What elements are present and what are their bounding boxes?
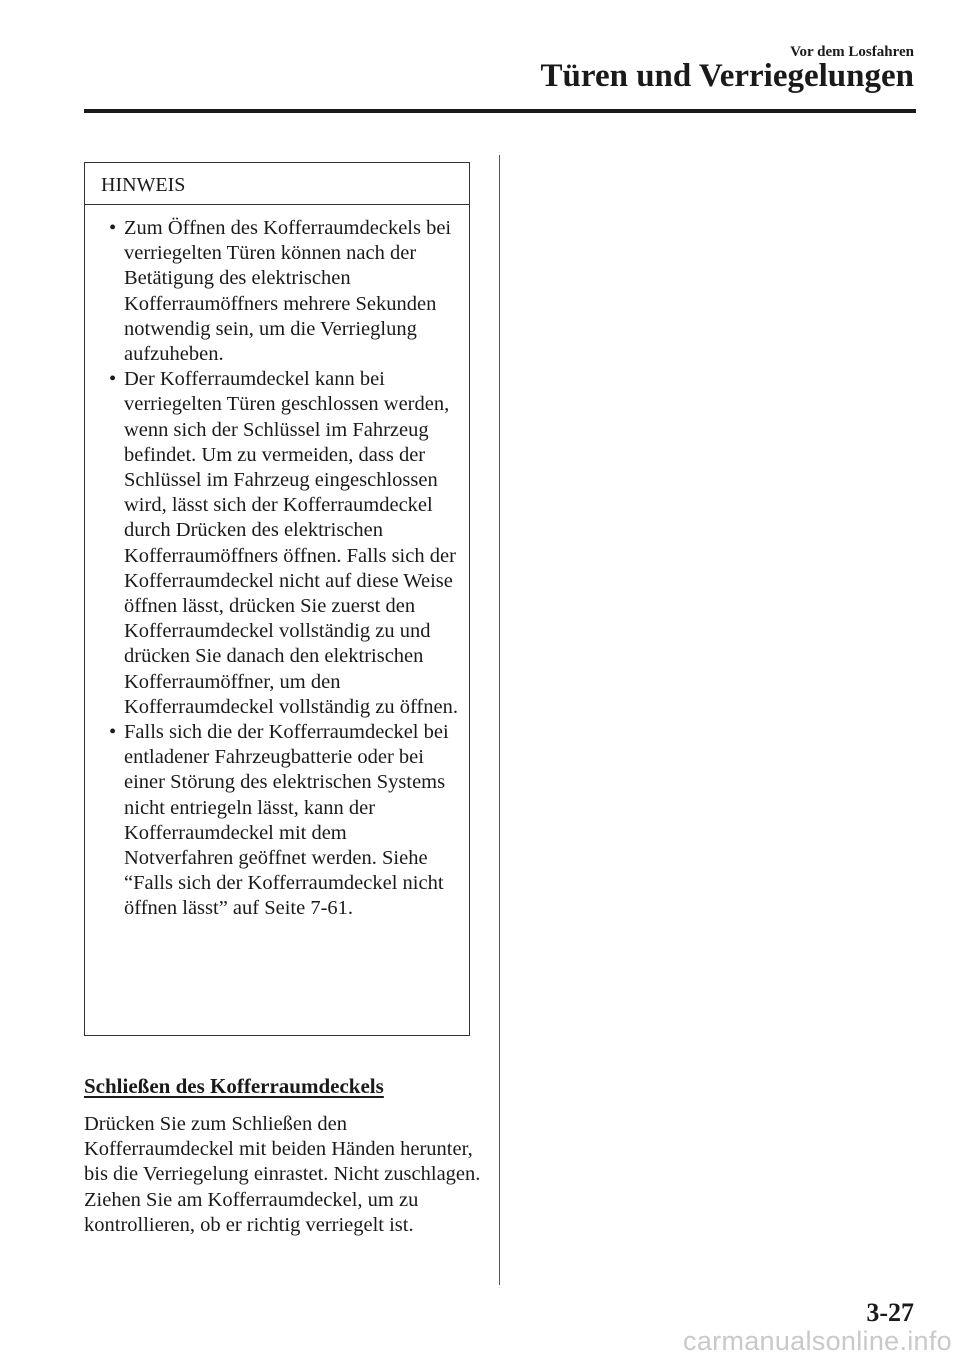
note-list <box>85 205 469 922</box>
bullet-icon: • <box>109 368 117 391</box>
header-section-label: Vor dem Losfahren <box>790 44 914 60</box>
note-item <box>109 367 459 720</box>
note-item-text: Zum Öffnen des Kofferraumdeckels bei verriegelten Türen können nach der Betätigung des elektrischen Kofferraumöffners mehrere Sekunden notwendig sein, um die Verrieglung aufzuheben. <box>124 217 452 366</box>
page-number: 3-27 <box>866 1298 914 1327</box>
section-heading: Schließen des Kofferraumdeckels <box>84 1074 384 1098</box>
note-item <box>109 720 459 922</box>
column-divider <box>499 155 500 1285</box>
note-heading: HINWEIS <box>85 163 469 205</box>
section-body: Drücken Sie zum Schließen den Kofferraumdeckel mit beiden Händen herunter, bis die Verriegelung einrastet. Nicht zuschlagen. Ziehen Sie am Kofferraumdeckel, um zu kontrollieren, ob er richtig verriegelt ist. <box>84 1113 481 1236</box>
note-box <box>84 162 470 1036</box>
watermark: carmanualsonline.info <box>683 1326 952 1356</box>
bullet-icon: • <box>109 217 117 239</box>
note-item-text: Falls sich die der Kofferraumdeckel bei entladener Fahrzeugbatterie oder bei einer Störung des elektrischen Systems nicht entriegeln lässt, kann der Kofferraumdeckel mit dem Notverfahren geöffnet werden. Siehe “Falls sich der Kofferraumdeckel nicht öffnen lässt” auf Seite 7-61. <box>124 721 449 920</box>
bullet-icon: • <box>109 721 117 744</box>
note-item-text: Der Kofferraumdeckel kann bei verriegelten Türen geschlossen werden, wenn sich der Schlüssel im Fahrzeug befindet. Um zu vermeiden, dass der Schlüssel im Fahrzeug eingeschlossen wird, lässt sich der Kofferraumdeckel durch Drücken des elektrischen Kofferraumöffners öffnen. Falls sich der Kofferraumdeckel nicht auf diese Weise öffnen lässt, drücken Sie zuerst den Kofferraumdeckel vollständig zu und drücken Sie danach den elektrischen Kofferraumöffner, um den Kofferraumdeckel vollständig zu öffnen. <box>124 368 458 718</box>
page-title: Türen und Verriegelungen <box>540 58 914 94</box>
header-divider <box>84 109 916 113</box>
note-item <box>109 216 459 367</box>
